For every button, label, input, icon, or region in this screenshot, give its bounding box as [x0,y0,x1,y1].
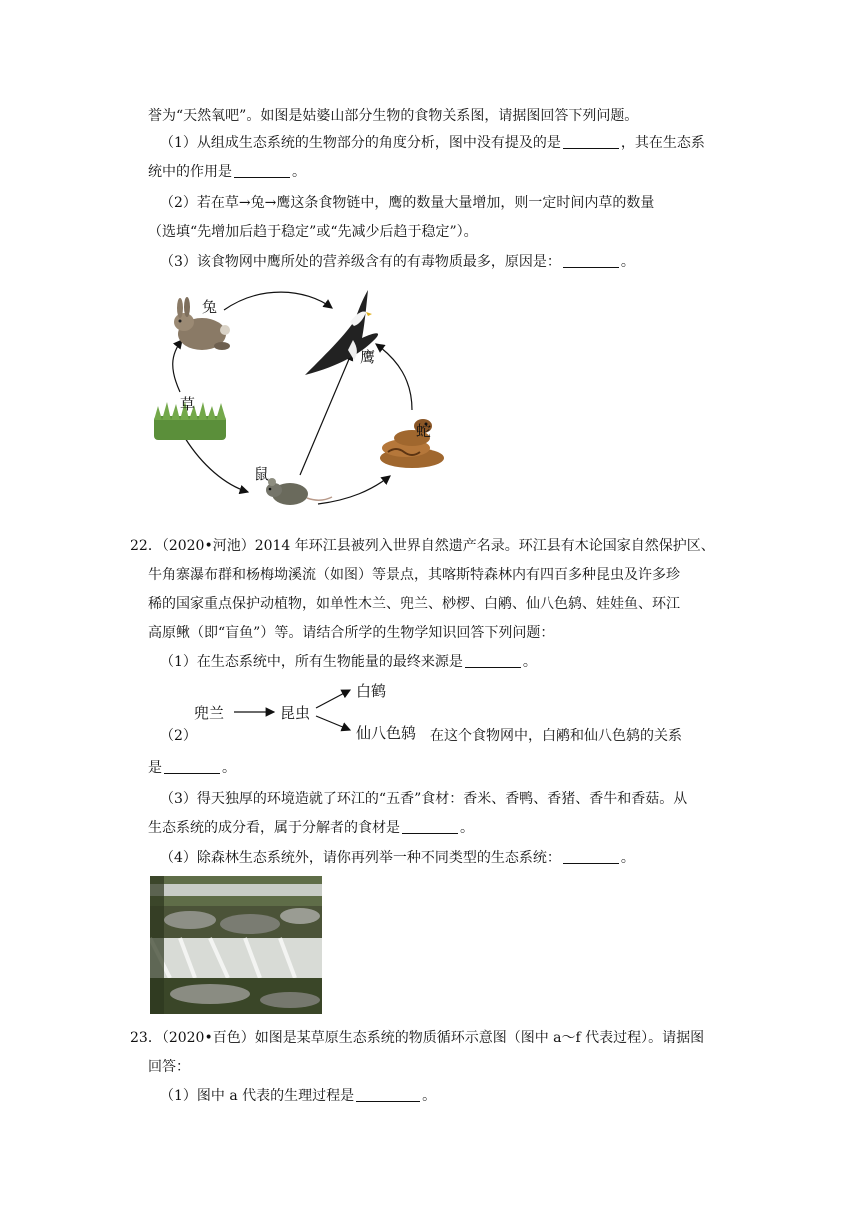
q21-part2-line1: （2）若在草→兔→鹰这条食物链中，鹰的数量大量增加，则一定时间内草的数量 [160,195,655,211]
rabbit-label: 兔 [202,298,218,316]
mouse-icon [266,478,332,505]
answer-blank[interactable] [402,819,458,834]
q22-line3: 稀的国家重点保护动植物，如单性木兰、兜兰、桫椤、白鹇、仙八色鸫、娃娃鱼、环江 [148,596,680,612]
web-node-d: 仙八色鸫 [356,724,417,742]
q22-part2-line2: 是 。 [148,760,236,776]
answer-blank[interactable] [465,653,521,668]
answer-blank[interactable] [164,759,220,774]
answer-blank[interactable] [563,849,619,864]
q22-line4: 高原鳅（即“盲鱼”）等。请结合所学的生物学知识回答下列问题： [148,625,555,641]
q21-part3-line: （3）该食物网中鹰所处的营养级含有的有毒物质最多，原因是： 。 [160,254,635,270]
q22-part3-line2: 生态系统的成分看，属于分解者的食材是 。 [148,820,474,836]
q22-part3-line1: （3）得天独厚的环境造就了环江的“五香”食材：香米、香鸭、香猪、香牛和香菇。从 [160,791,688,807]
q22-line1: 22．（2020•河池）2014 年环江县被列入世界自然遗产名录。环江县有木论国家自然保护区、 [130,538,715,554]
arrow-grass-mouse [185,438,248,492]
food-web-figure [140,280,460,520]
web-node-c: 白鹤 [356,682,387,700]
eagle-label: 鹰 [360,348,376,366]
q21-part1-line2: 统中的作用是 。 [148,164,306,180]
arrow-snake-eagle [376,344,412,410]
answer-blank[interactable] [234,163,290,178]
arrow-mouse-snake [318,476,390,504]
waterfall-photo [150,876,322,1014]
q22-part1-line: （1）在生态系统中，所有生物能量的最终来源是 。 [160,654,537,670]
answer-blank[interactable] [563,134,619,149]
web-node-b: 昆虫 [280,704,311,722]
arrow-mouse-eagle [300,352,352,475]
q22-part2-num: （2） [160,728,197,744]
q22-line2: 牛角寨瀑布群和杨梅坳溪流（如图）等景点，其喀斯特森林内有四百多种昆虫及许多珍 [148,567,680,583]
q23-line2: 回答： [148,1059,190,1075]
snake-icon [380,419,444,468]
answer-blank[interactable] [356,1087,420,1102]
answer-blank[interactable] [563,253,619,268]
q21-part2-line2: （选填“先增加后趋于稳定”或“先减少后趋于稳定”）。 [148,224,478,240]
q22-part2-line1: 在这个食物网中，白鹇和仙八色鸫的关系 [430,728,682,744]
mouse-label: 鼠 [254,465,270,483]
q21-part1-line1: （1）从组成生态系统的生物部分的角度分析，图中没有提及的是 ，其在生态系 [160,135,705,151]
q23-part1-line: （1）图中 a 代表的生理过程是 。 [160,1088,437,1104]
snake-label: 蛇 [416,422,432,440]
arrow-rabbit-eagle [224,292,332,310]
q21-intro-line: 誉为“天然氧吧”。如图是姑婆山部分生物的食物关系图，请据图回答下列问题。 [148,108,639,124]
grass-label: 草 [180,395,196,413]
arrow-grass-rabbit [173,340,182,392]
insect-food-web [190,676,440,746]
web-node-a: 兜兰 [194,704,225,722]
q23-line1: 23．（2020•百色）如图是某草原生态系统的物质循环示意图（图中 a～f 代表过程）。请据图 [130,1030,705,1046]
q22-part4-line: （4）除森林生态系统外，请你再列举一种不同类型的生态系统： 。 [160,850,635,866]
